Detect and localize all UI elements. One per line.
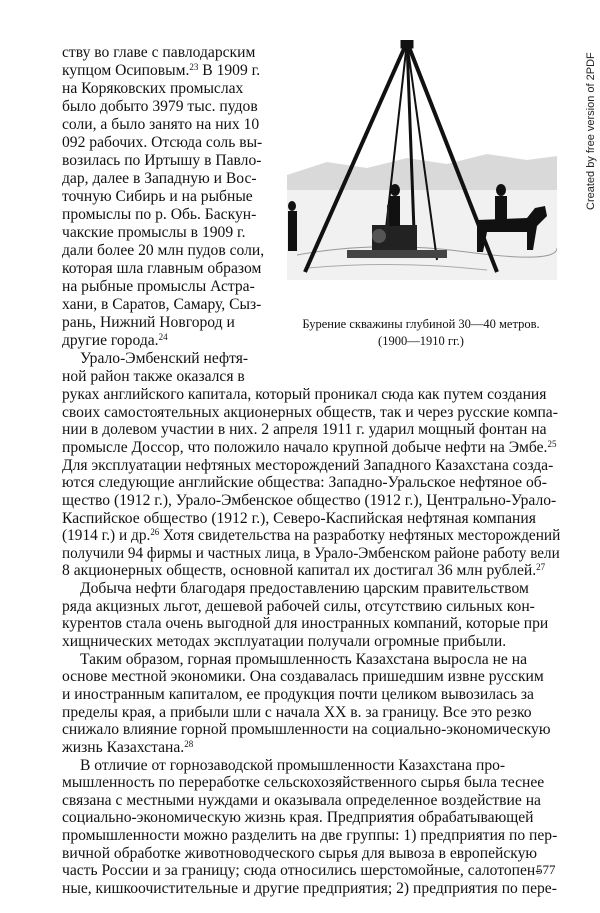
text-line: на Коряковских промыслах [62,80,244,97]
text-line: Для эксплуатации нефтяных месторождений Западного Казахстана созда- [62,456,554,474]
text-line: снижало влияние горной промышленности на социально-экономическую [62,721,551,739]
footnote-ref: 28 [184,738,194,749]
text-line: хищнических методах эксплуатации получали огромные прибыли. [62,633,507,650]
text-line: возилась по Иртышу в Павло- [62,152,262,169]
text-line: ются следующие английские общества: Западно-Уральское нефтяное об- [62,474,547,492]
text-line: соли, а было занято на них 10 [62,116,260,133]
text-line: купцом Осиповым.$^{23}$ В 1909 г. [62,62,261,79]
text-line: ные, кишкоочистительные и другие предприятия; 2) предприятия по пере- [62,880,557,897]
text-line: связана с местными нуждами и оказывала определенное воздействие на [62,791,541,809]
text-line: промышленности можно разделить на две группы: 1) предприятия по пер- [62,827,558,845]
text-line: Добыча нефти благодаря предоставлению царским правительством [80,580,529,598]
text-line: на рыбные промыслы Астра- [62,278,255,295]
text-line: основе местной экономики. Она создавалась пришедшим извне русским [62,668,544,686]
text-line: ству во главе с павлодарским [62,44,256,61]
text-line: было добыто 3979 тыс. пудов [62,98,258,115]
text-line: получили 94 фирмы и частных лица, в Урало-Эмбенском районе работу вели [62,544,560,562]
text-line: точную Сибирь и на рыбные [62,188,253,205]
text-line: промыслы по р. Обь. Баскун- [62,206,257,223]
text-line: которая шла главным образом [62,260,262,277]
footnote-ref: 27 [536,562,546,573]
text-line: другие города.$^{24}$ [62,332,168,349]
text-line: жизнь Казахстана.$^{28}$ [62,738,194,756]
text-line: рань, Нижний Новгород и [62,314,235,331]
text-line: часть России и за границу; сюда относились шерстомойные, салотопен- [62,862,541,880]
text-line: В отличие от горнозаводской промышленности Казахстана про- [80,756,506,774]
drilling-rig-photo [287,40,557,310]
text-line: своих самостоятельных акционерных обществ, так и через русские компа- [62,403,558,421]
text-line: нии в долевом участии в них. 2 апреля 1911 г. ударил мощный фонтан на [62,421,547,439]
footnote-ref: 24 [158,332,168,342]
text-line: Таким образом, горная промышленность Казахстана выросла не на [80,650,528,668]
text-line: 092 рабочих. Отсюда соль вы- [62,134,263,151]
footnote-ref: 25 [547,438,557,449]
text-line: щество (1912 г.), Урало-Эмбенское общество (1912 г.), Центрально-Урало- [62,491,557,509]
text-line: ряда акцизных льгот, дешевой рабочей силы, отсутствию сильных кон- [62,597,535,615]
text-line: хани, в Саратов, Самару, Сыз- [62,296,262,313]
text-line: (1914 г.) и др.$^{26}$ Хотя свидетельства на разработку нефтяных месторождений [62,527,561,545]
page-number: 577 [536,862,556,877]
text-line: Урало-Эмбенский нефтя- [80,350,249,367]
text-line: руках английского капитала, который проникал сюда как путем создания [62,386,547,403]
text-line: мышленность по переработке сельскохозяйственного сырья была теснее [62,774,545,792]
text-line: Каспийское общество (1912 г.), Северо-Каспийская нефтяная компания [62,509,536,527]
text-line: 8 акционерных обществ, основной капитал их достигал 36 млн рублей.$^{27}$ [62,562,546,580]
text-line: и иностранным капиталом, ее продукция почти целиком вывозилась за [62,685,534,703]
text-line: вичной обработке животноводческого сырья для вывоза в европейскую [62,844,538,862]
text-line: курентов стала очень выгодной для иностранных компаний, которые при [62,615,549,633]
footnote-ref: 26 [150,527,160,538]
text-line: ной район также оказался в [62,368,245,385]
photo-caption-line1: Бурение скважины глубиной 30—40 метров. [302,317,540,331]
text-line: дали более 20 млн пудов соли, [62,242,265,259]
text-line: социально-экономическую жизнь края. Предприятия обрабатывающей [62,809,534,827]
footnote-ref: 23 [189,62,199,72]
text-line: чакские промыслы в 1909 г. [62,224,246,241]
watermark-text: Created by free version of 2PDF [585,52,597,210]
text-line: пределы края, а прибыли шли с начала XX в. за границу. Все это резко [62,703,532,721]
text-line: дар, далее в Западную и Вос- [62,170,257,187]
text-line: промысле Доссор, что положило начало крупной добыче нефти на Эмбе.$^{25}$ [62,438,557,456]
photo-caption-line2: (1900—1910 гг.) [378,334,464,348]
